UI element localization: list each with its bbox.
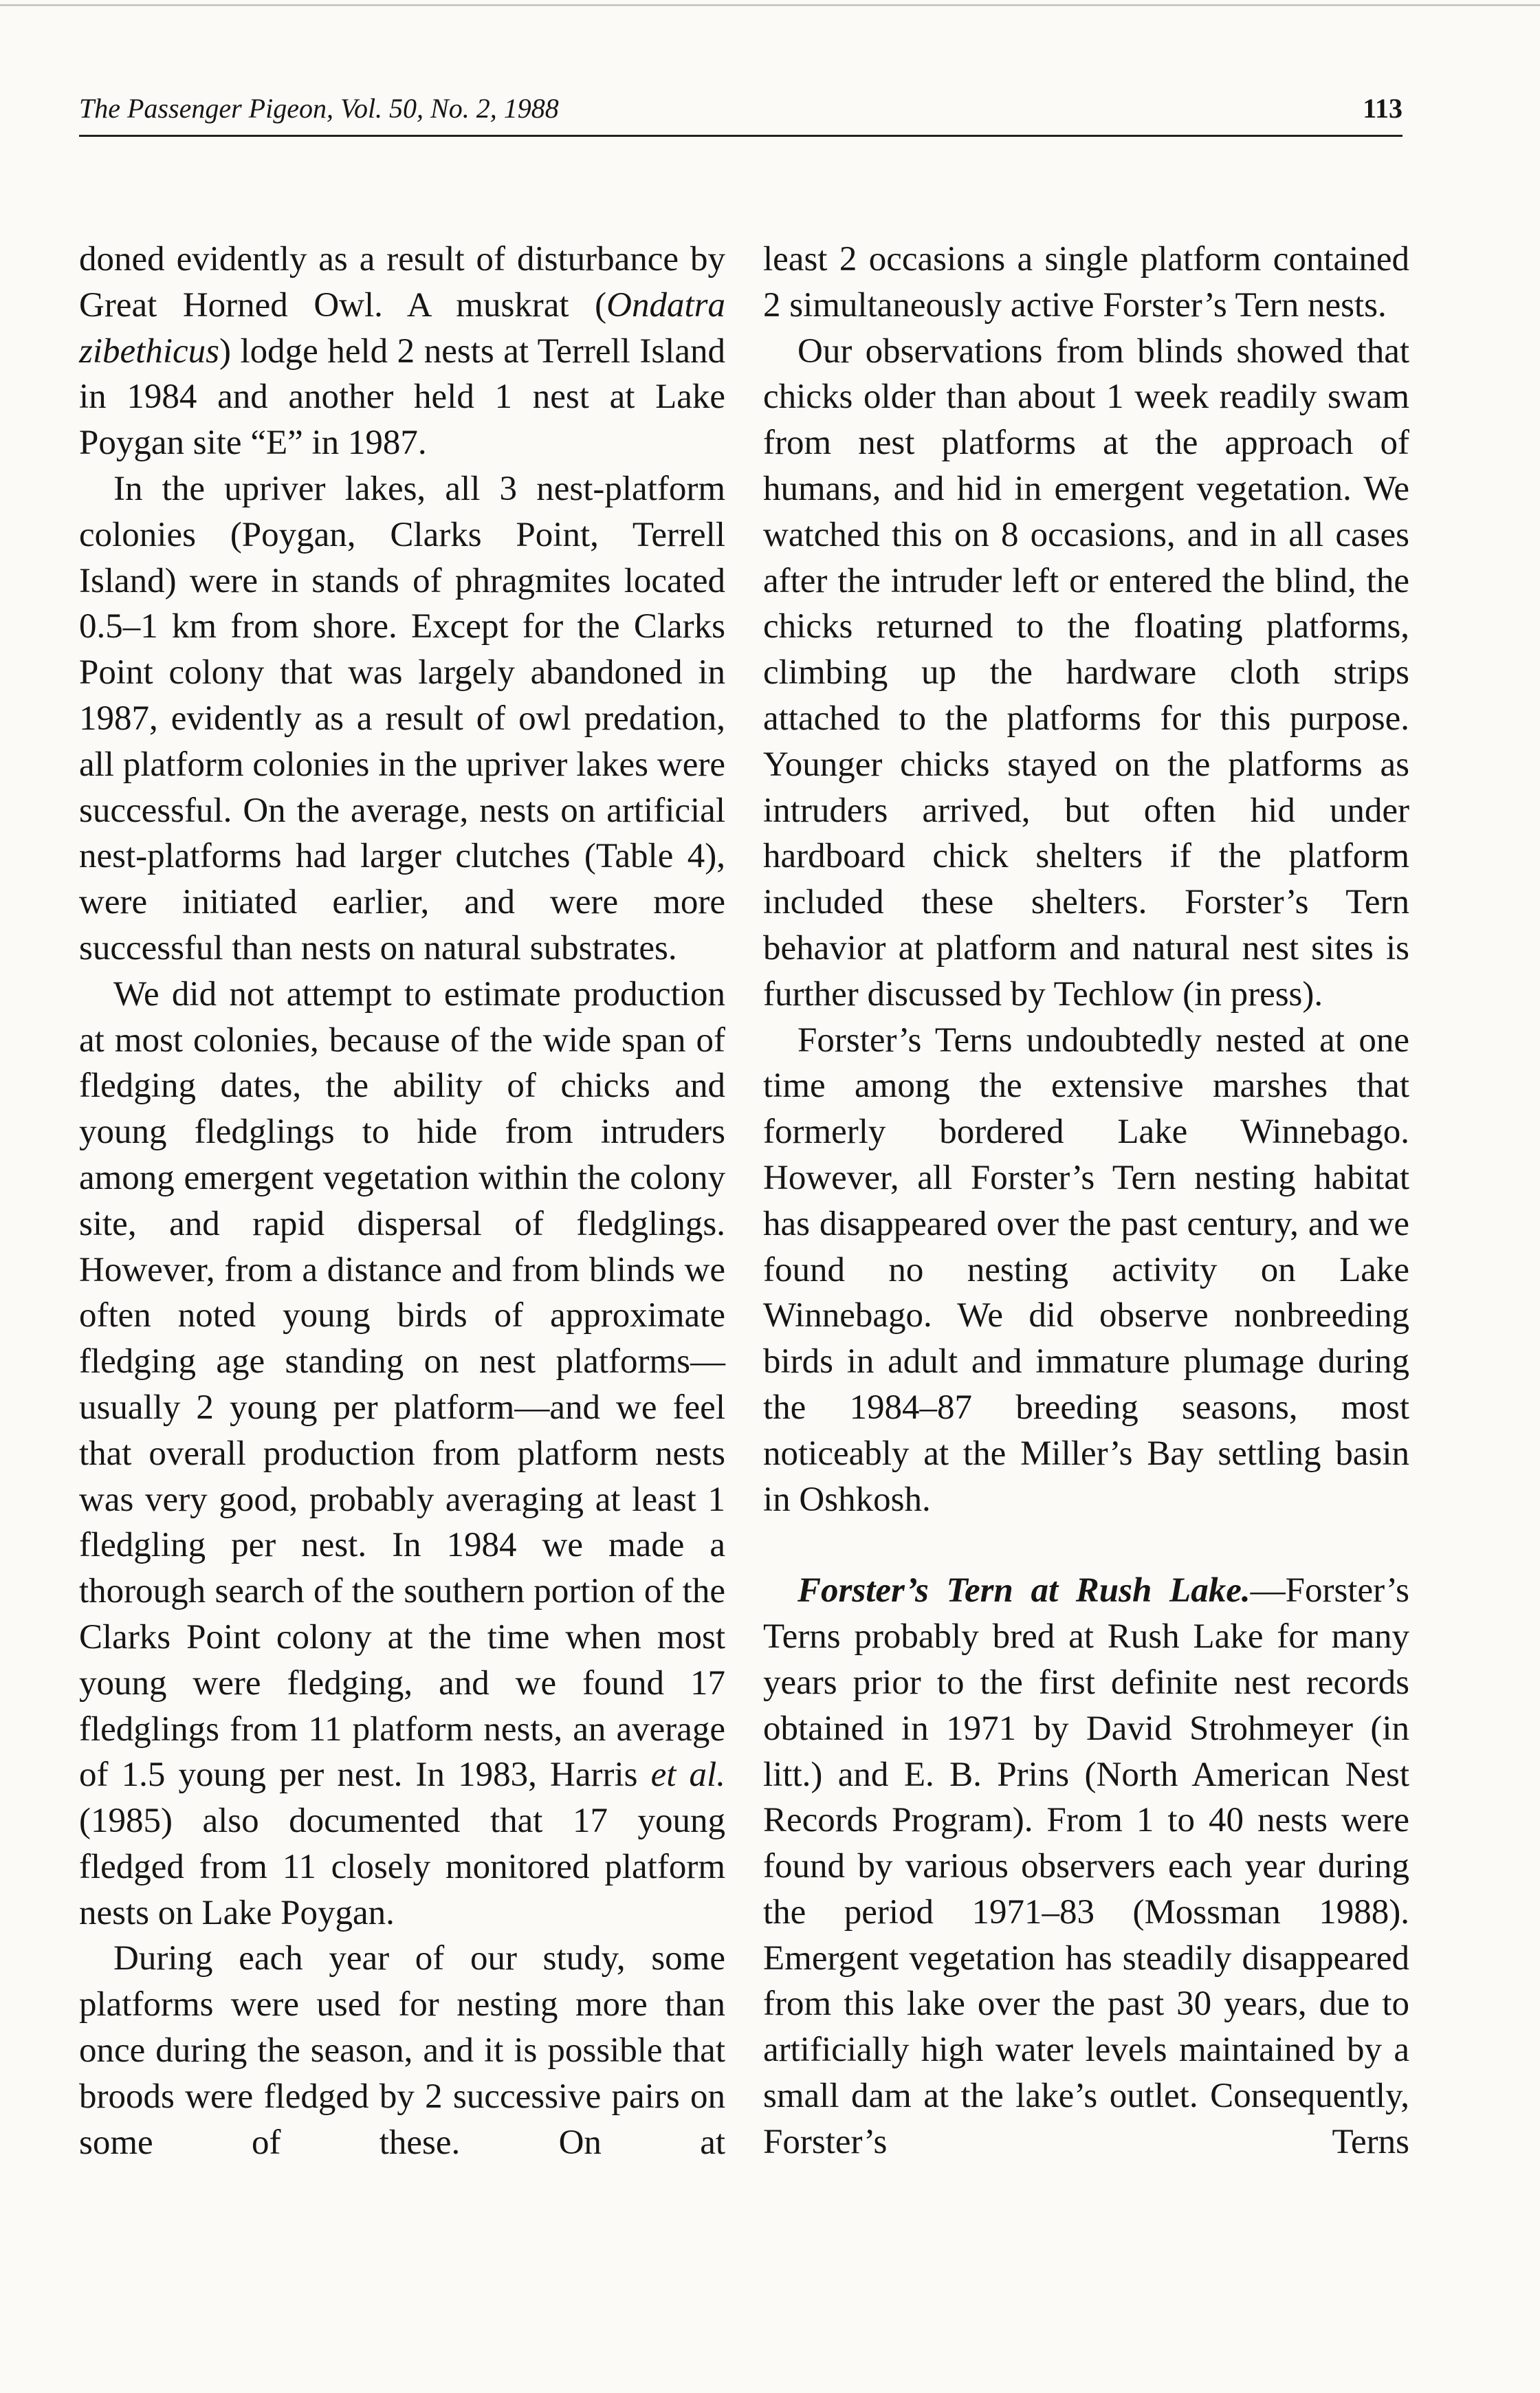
- right-paragraph-1: least 2 occasions a single platform contained 2 simultaneously active Forster’s Tern nests.: [763, 240, 1409, 325]
- right-paragraph-4: [763, 1568, 1409, 2165]
- scan-edge-line: [0, 4, 1540, 6]
- left-paragraph-1: [79, 237, 725, 466]
- left-paragraph-3: [79, 972, 725, 1936]
- right-paragraph-2: Our observations from blinds showed that chicks older than about 1 week readily swam from nest platforms at the approach of humans, and hid in emergent vegetation. We watched this on 8 occasions, and in all cases after the intruder left or entered the blind, the chicks returned to the floating platforms, climbing up the hardware cloth strips attached to the platforms for this purpose. Younger chicks stayed on the platforms as intruders arrived, but often hid under hardboard chick shelters if the platform included these shelters. Forster’s Tern behavior at platform and natural nest sites is further discussed by Techlow (in press).: [763, 331, 1409, 1014]
- left-p1-text-b: ) lodge held 2 nests at Terrell Island in 1984 and another held 1 nest at Lake Poygan site “E” in 1987.: [79, 331, 725, 463]
- section-heading: Forster’s Tern at Rush Lake.: [798, 1571, 1251, 1610]
- journal-citation: The Passenger Pigeon, Vol. 50, No. 2, 1988: [79, 93, 559, 124]
- right-column: [763, 237, 1409, 2165]
- et-al-italic: et al.: [650, 1756, 725, 1795]
- left-paragraph-4: During each year of our study, some platforms were used for nesting more than once during the season, and it is possible that broods were fledged by 2 successive pairs on some of these. On at: [79, 1939, 725, 2162]
- right-p4-body: —Forster’s Terns probably bred at Rush Lake for many years prior to the first definite nest records obtained in 1971 by David Strohmeyer (in litt.) and E. B. Prins (North American Nest Records Program). From 1 to 40 nests were found by various observers each year during the period 1971–83 (Mossman 1988). Emergent vegetation has steadily disappeared from this lake over the past 30 years, due to artificially high water levels maintained by a small dam at the lake’s outlet. Consequently, Forster’s Terns: [763, 1571, 1409, 2161]
- running-header: [79, 88, 1402, 138]
- left-paragraph-2: In the upriver lakes, all 3 nest-platform colonies (Poygan, Clarks Point, Terrell Island) were in stands of phragmites located 0.5–1 km from shore. Except for the Clarks Point colony that was largely abandoned in 1987, evidently as a result of owl predation, all platform colonies in the upriver lakes were successful. On the average, nests on artificial nest-platforms had larger clutches (Table 4), were initiated earlier, and were more successful than nests on natural substrates.: [79, 469, 725, 968]
- left-column: [79, 237, 725, 2165]
- species-name: Ondatra zibethicus: [79, 285, 725, 371]
- left-p3-text-a: We did not attempt to estimate production at most colonies, because of the wide span of fledging dates, the ability of chicks and young fledglings to hide from intruders among emergent vegetation within the colony site, and rapid dispersal of fledglings. However, from a distance and from blinds we often noted young birds of approximate fledging age standing on nest platforms—usually 2 young per platform—and we feel that overall production from platform nests was very good, probably averaging at least 1 fledgling per nest. In 1984 we made a thorough search of the southern portion of the Clarks Point colony at the time when most young were fledging, and we found 17 fledglings from 11 platform nests, an average of 1.5 young per nest. In 1983, Harris: [79, 974, 725, 1795]
- header-rule: [79, 135, 1402, 137]
- left-p1-text-a: doned evidently as a result of disturbance by Great Horned Owl. A muskrat (: [79, 240, 725, 325]
- right-paragraph-3: Forster’s Terns undoubtedly nested at one time among the extensive marshes that formerly bordered Lake Winnebago. However, all Forster’s Tern nesting habitat has disappeared over the past century, and we found no nesting activity on Lake Winnebago. We did observe nonbreeding birds in adult and immature plumage during the 1984–87 breeding seasons, most noticeably at the Miller’s Bay settling basin in Oshkosh.: [763, 1020, 1409, 1519]
- page-number: 113: [1363, 93, 1402, 124]
- left-p3-text-b: (1985) also documented that 17 young fledged from 11 closely monitored platform nests on Lake Poygan.: [79, 1802, 725, 1932]
